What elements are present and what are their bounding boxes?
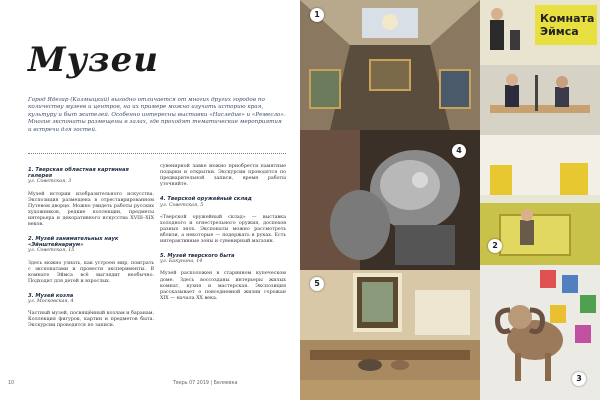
photo-number-badge: 2 [488, 239, 502, 253]
museum-heading: 5. Музей тверского быта [160, 253, 235, 260]
museum-entry [160, 253, 286, 302]
photo-number-badge: 5 [310, 277, 324, 291]
museum-heading: 1. Тверская областная картинная галерея [28, 167, 129, 180]
museum-address: ул. Советская, 5 [160, 202, 204, 208]
photo-number-badge: 4 [452, 144, 466, 158]
folk-interior-photo [300, 270, 480, 400]
museum-entry [160, 196, 286, 245]
museum-description: Частный музей, посвящённый козлам и баранам. Коллекция фигурок, картин и предметов быта. Экскурсии проводятся по записи. [28, 311, 155, 329]
museum-address: ул. Московская, 4 [28, 299, 74, 305]
left-column [28, 167, 154, 338]
page-number: 10 [8, 381, 15, 386]
museum-entry [28, 293, 154, 330]
museum-description: Здесь можно узнать, как устроен мир, поиграть с экспонатами и провести эксперименты. В комнате Эймса всё выглядит необычно. Подходит для детей и взрослых. [28, 260, 154, 284]
museum-description: сувенирной лавке можно приобрести памятные подарки и открытки. Экскурсии проводятся по предварительной записи, время работы уточняйте. [160, 164, 286, 188]
museum-heading: 2. Музей занимательных наук «Эйнштейнариум» [28, 236, 119, 249]
museum-description: Музей истории изобразительного искусства. Экспозиция размещена в отреставрированном Путевом дворце. Можно увидеть работы русских художников, редкие коллекции, предметы интерьера и декоративного искусства XVIII–XIX веков. [28, 191, 154, 227]
ames-room-sign-text: Комната Эймса [540, 12, 595, 38]
palace-ceiling-photo [300, 0, 480, 130]
right-column [160, 164, 286, 310]
museum-description: «Тверской оружейный склад» — выставка холодного и огнестрельного оружия, доспехов разных эпох. Экспонаты можно рассмотреть вблизи, а некоторые — подержать в руках. Есть интерактивные зоны и сувенирный магазин. [160, 214, 286, 245]
museum-address: ул. Советская, 15 [28, 248, 75, 254]
museum-address: ул. Бакунина, 14 [160, 259, 203, 265]
photo-number-badge: 3 [572, 372, 586, 386]
science-experiment-photo [480, 65, 600, 135]
museum-description: Музей расположен в старинном купеческом доме. Здесь воссозданы интерьеры жилых комнат, кухня и мастерская. Экспозиция рассказывает о повседневной жизни горожан XIX — начала XX века. [160, 271, 286, 301]
museum-entry [28, 236, 154, 285]
issue-info: Тверь 07 2019 | Беляевка [173, 381, 238, 386]
museum-entry [28, 167, 154, 228]
photo-number-badge: 1 [310, 8, 324, 22]
museum-heading: 4. Тверской оружейный склад [160, 196, 252, 203]
photo-collage [300, 0, 600, 400]
museum-address: ул. Советская, 3 [28, 179, 72, 185]
museum-heading: 3. Музей козла [28, 292, 74, 299]
divider [28, 153, 286, 154]
lead-paragraph: Город Ядегар (Калмыцкий) выгодно отличается от многих других городов по количеству музеев и центров, на их примере можно изучать историю края, культуру и быт жителей. Особенно интересны выставки «Наследие» и «Ремесло». Многие экспонаты размещены в залах, где проходят тематические мероприятия и встречи для гостей. [28, 97, 286, 133]
museum-entry [160, 164, 286, 188]
page-title: Музеи [28, 40, 160, 80]
